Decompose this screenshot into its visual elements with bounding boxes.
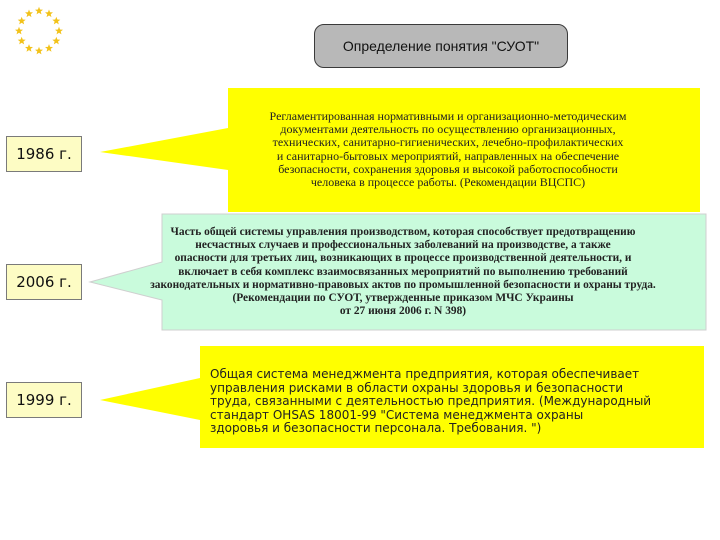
year-1999: 1999 г. [6,382,82,418]
year-2006: 2006 г. [6,264,82,300]
year-1986: 1986 г. [6,136,82,172]
definition-1999: Общая система менеджмента предприятия, которая обеспечивает управления рисками в области охраны здоровья и безопасности труда, связанными с деятельностью предприятия. (Международный стандарт OHSAS 18001-99 "Система менеджмента охраны здоровья и безопасности персонала. Требования. ") [210,367,652,435]
page-title: Определение понятия "СУОТ" [314,24,568,68]
definition-1986: Регламентированная нормативными и организационно-методическим документами деятельность по осуществлению организационных, технических, санитарно-гигиенических, лечебно-профилактических и санитарно-бытовых мероприятий, направленных на обеспечение безопасности, сохранения здоровья и высокой работоспособности человека в процессе работы. (Рекомендации ВЦСПС) [269,109,627,190]
definition-2006: Часть общей системы управления производством, которая способствует предотвращению несчастных случаев и профессиональных заболеваний на производстве, а также опасности для третьих лиц, возникающих в процессе производственной деятельности, и включает в себя комплекс взаимосвязанных мероприятий по выполнению требований законодательных и нормативно-правовых актов по промышленной безопасности и охраны труда. (Рекомендации по СУОТ, утвержденные приказом МЧС Украины от 27 июня 2006 г. N 398) [150,226,656,318]
